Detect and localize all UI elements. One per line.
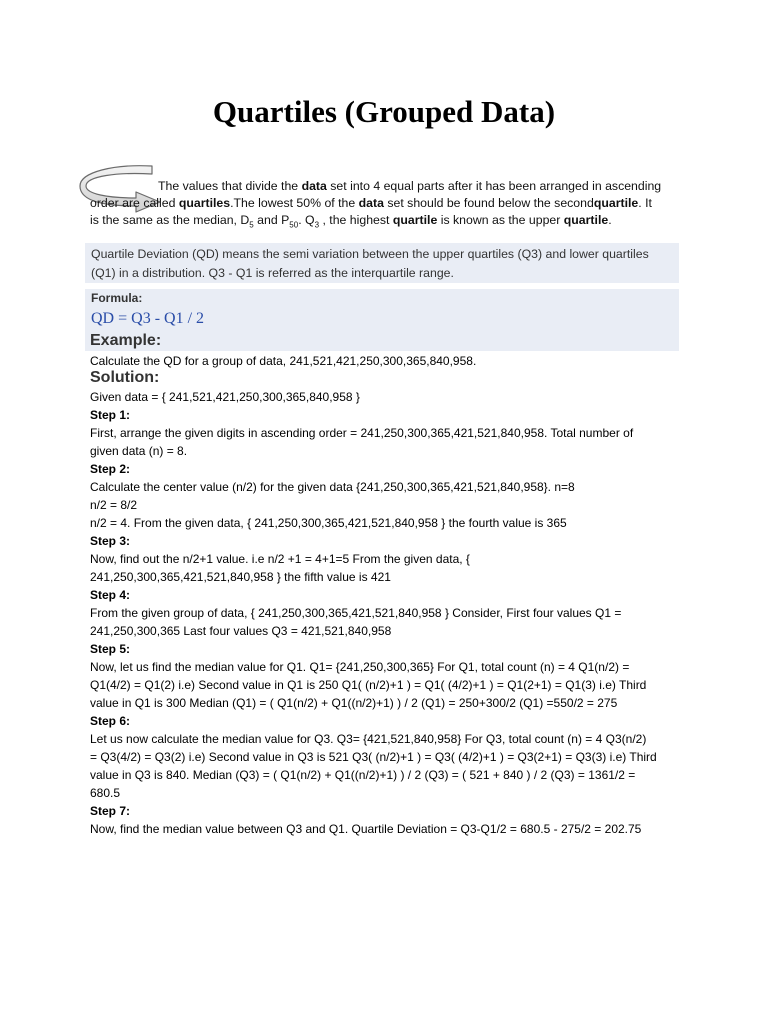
step-6-text: 680.5 bbox=[90, 786, 121, 800]
step-3-label: Step 3: bbox=[90, 534, 131, 548]
step-5-text: Q1(4/2) = Q1(2) i.e) Second value in Q1 is 250 Q1( (n/2)+1 ) = Q1( (4/2)+1 ) = Q1(2+1) = Q1(3) i.e) Third bbox=[90, 678, 647, 692]
step-1-text: given data (n) = 8. bbox=[90, 444, 188, 458]
step-4-text: 241,250,300,365 Last four values Q3 = 421,521,840,958 bbox=[90, 624, 392, 638]
step-6-text: = Q3(4/2) = Q3(2) i.e) Second value in Q3 is 521 Q3( (n/2)+1 ) = Q3( (4/2)+1 ) = Q3(2+1) = Q3(3) i.e) Third bbox=[90, 750, 657, 764]
formula-label: Formula: bbox=[91, 291, 143, 305]
step-4-text: From the given group of data, { 241,250,300,365,421,521,840,958 } Consider, First four values Q1 = bbox=[90, 606, 622, 620]
formula-box bbox=[85, 289, 679, 351]
step-3-text: 241,250,300,365,421,521,840,958 } the fifth value is 421 bbox=[90, 570, 391, 584]
step-5-label: Step 5: bbox=[90, 642, 131, 656]
page-title: Quartiles (Grouped Data) bbox=[212, 94, 556, 129]
formula-text: QD = Q3 - Q1 / 2 bbox=[91, 310, 205, 327]
step-2-text: n/2 = 4. From the given data, { 241,250,300,365,421,521,840,958 } the fourth value is 365 bbox=[90, 516, 567, 530]
solution-heading: Solution: bbox=[90, 369, 160, 386]
step-4-label: Step 4: bbox=[90, 588, 131, 602]
step-6-text: Let us now calculate the median value for Q3. Q3= {421,521,840,958} For Q3, total count (n) = 4 Q3(n/2) bbox=[90, 732, 647, 746]
step-7-text: Now, find the median value between Q3 and Q1. Quartile Deviation = Q3-Q1/2 = 680.5 - 275/2 = 202.75 bbox=[90, 822, 642, 836]
step-6-label: Step 6: bbox=[90, 714, 131, 728]
step-5-text: value in Q1 is 300 Median (Q1) = ( Q1(n/2) + Q1((n/2)+1) ) / 2 (Q1) = 250+300/2 (Q1) =550/2 = 275 bbox=[90, 696, 618, 710]
qd-definition-box bbox=[85, 243, 679, 283]
step-3-text: Now, find out the n/2+1 value. i.e n/2 +1 = 4+1=5 From the given data, { bbox=[90, 552, 470, 566]
step-7-label: Step 7: bbox=[90, 804, 131, 818]
qd-definition-line: Quartile Deviation (QD) means the semi variation between the upper quartiles (Q3) and lower quartiles bbox=[91, 247, 649, 261]
intro-paragraph: The values that divide the data set into 4 equal parts after it has been arranged in ascending order are called quartiles.The lowest 50% of the data set should be found below the secondquartile. It is the same as the median, $D_5$ and $P_{50}$. $Q_3$ , the highest quartile is known as the upper quartile. bbox=[90, 179, 662, 230]
step-2-text: Calculate the center value (n/2) for the given data {241,250,300,365,421,521,840,958}. n=8 bbox=[90, 480, 575, 494]
step-5-text: Now, let us find the median value for Q1. Q1= {241,250,300,365} For Q1, total count (n) = 4 Q1(n/2) = bbox=[90, 660, 630, 674]
step-1-label: Step 1: bbox=[90, 408, 131, 422]
step-1-text: First, arrange the given digits in ascending order = 241,250,300,365,421,521,840,958. Total number of bbox=[90, 426, 634, 440]
example-text: Calculate the QD for a group of data, 241,521,421,250,300,365,840,958. bbox=[90, 354, 477, 368]
step-2-text: n/2 = 8/2 bbox=[90, 498, 138, 512]
example-heading: Example: bbox=[90, 332, 162, 349]
qd-definition-line: (Q1) in a distribution. Q3 - Q1 is referred as the interquartile range. bbox=[91, 266, 454, 280]
step-6-text: value in Q3 is 840. Median (Q3) = ( Q1(n/2) + Q1((n/2)+1) ) / 2 (Q3) = ( 521 + 840 ) / 2 (Q3) = 1361/2 = bbox=[90, 768, 636, 782]
given-data: Given data = { 241,521,421,250,300,365,840,958 } bbox=[90, 390, 360, 404]
step-2-label: Step 2: bbox=[90, 462, 131, 476]
